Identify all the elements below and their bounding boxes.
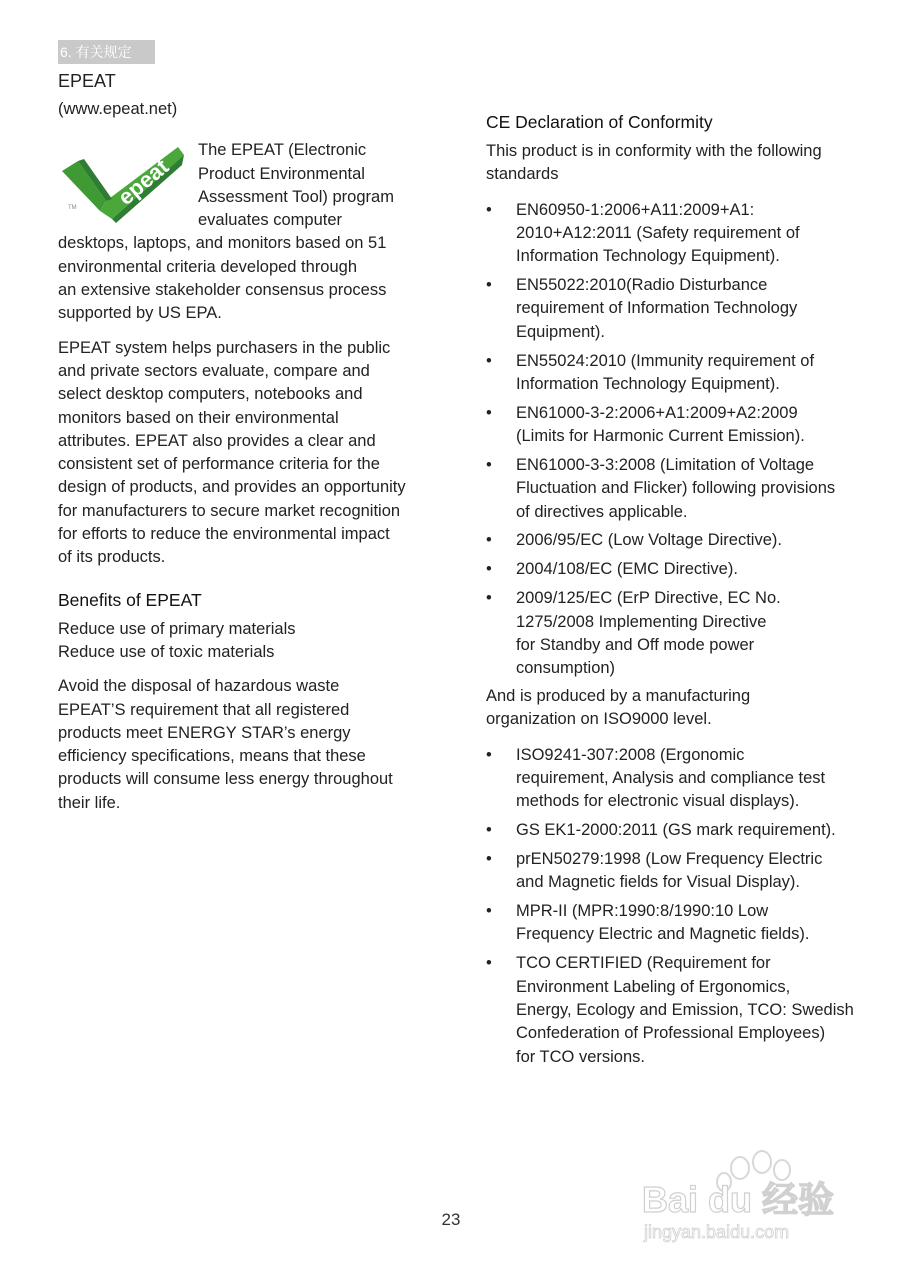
standard-line: methods for electronic visual displays). [516,792,800,811]
avoid-line: products meet ENERGY STAR’s energy [58,723,351,742]
system-line: design of products, and provides an opportunity [58,478,406,497]
standard-item [486,819,856,842]
standard-line: and Magnetic fields for Visual Display). [516,873,800,892]
avoid-paragraph [58,675,428,815]
epeat-url: (www.epeat.net) [58,100,178,118]
bullet-icon: • [486,821,492,840]
standard-item [486,274,856,344]
standard-line: Information Technology Equipment). [516,374,780,393]
benefit-line: Reduce use of primary materials [58,619,296,638]
avoid-line: their life. [58,793,121,812]
produced-line: organization on ISO9000 level. [486,710,712,729]
intro-line: Assessment Tool) program [198,187,394,206]
system-line: and private sectors evaluate, compare and [58,361,370,380]
bullet-icon: • [486,954,492,973]
bullet-icon: • [486,849,492,868]
standard-item [486,587,856,680]
bullet-icon: • [486,531,492,550]
standard-line: Frequency Electric and Magnetic fields). [516,925,810,944]
system-line: EPEAT system helps purchasers in the public [58,338,391,357]
benefits-heading: Benefits of EPEAT [58,589,202,610]
epeat-intro [58,139,428,325]
standard-line: ISO9241-307:2008 (Ergonomic [516,745,745,764]
avoid-line: EPEAT’S requirement that all registered [58,700,350,719]
standard-item [486,900,856,947]
produced-paragraph [486,685,856,732]
bullet-icon: • [486,902,492,921]
system-line: select desktop computers, notebooks and [58,385,363,404]
bullet-icon: • [486,403,492,422]
standard-line: Fluctuation and Flicker) following provisions [516,479,836,498]
standard-line: for Standby and Off mode power [516,635,755,654]
page-number: 23 [441,1210,461,1229]
epeat-logo-text: epeat [113,154,174,211]
standard-line: MPR-II (MPR:1990:8/1990:10 Low [516,902,769,921]
standard-line: of directives applicable. [516,502,688,521]
iso-standards-list [486,744,856,1069]
intro-line: The EPEAT (Electronic [198,141,367,160]
bullet-icon: • [486,745,492,764]
right-column [486,110,856,1074]
bullet-icon: • [486,560,492,579]
standard-line: 2006/95/EC (Low Voltage Directive). [516,531,782,550]
benefit-line: Reduce use of toxic materials [58,642,275,661]
benefits-list [58,618,428,665]
intro-line: desktops, laptops, and monitors based on 51 [58,234,387,253]
standard-item [486,402,856,449]
standard-line: requirement, Analysis and compliance test [516,768,826,787]
bullet-icon: • [486,200,492,219]
standard-line: GS EK1-2000:2011 (GS mark requirement). [516,821,836,840]
standard-line: (Limits for Harmonic Current Emission). [516,427,805,446]
baidu-watermark [640,1148,860,1248]
standard-line: requirement of Information Technology [516,299,798,318]
epeat-system-paragraph [58,337,428,570]
watermark-brand: Bai du 经验 [642,1179,835,1220]
standard-item [486,744,856,814]
standard-item [486,199,856,269]
standard-line: 2004/108/EC (EMC Directive). [516,560,738,579]
ce-intro [486,140,856,187]
standard-item [486,952,856,1068]
section-tab: 6. 有关规定 [58,40,155,64]
ce-intro-line: standards [486,165,559,184]
produced-line: And is produced by a manufacturing [486,686,751,705]
standard-line: Equipment). [516,322,605,341]
intro-line: environmental criteria developed through [58,257,358,276]
standard-line: prEN50279:1998 (Low Frequency Electric [516,849,823,868]
avoid-line: efficiency specifications, means that these [58,747,366,766]
system-line: of its products. [58,548,166,567]
standard-line: 1275/2008 Implementing Directive [516,612,767,631]
standard-item [486,350,856,397]
standard-line: TCO CERTIFIED (Requirement for [516,954,771,973]
standard-line: for TCO versions. [516,1047,645,1066]
standard-line: Confederation of Professional Employees) [516,1024,826,1043]
system-line: for manufacturers to secure market recognition [58,501,401,520]
standard-line: Energy, Ecology and Emission, TCO: Swedish [516,1000,854,1019]
bullet-icon: • [486,276,492,295]
avoid-line: products will consume less energy throughout [58,770,393,789]
intro-line: an extensive stakeholder consensus process [58,281,387,300]
system-line: consistent set of performance criteria for the [58,455,380,474]
standard-line: consumption) [516,659,616,678]
bullet-icon: • [486,351,492,370]
watermark-url: jingyan.baidu.com [644,1222,790,1242]
ce-heading: CE Declaration of Conformity [486,112,713,132]
standard-item [486,454,856,524]
bullet-icon: • [486,455,492,474]
intro-line: evaluates computer [198,211,342,230]
epeat-logo-tm: TM [68,205,77,212]
intro-line: Product Environmental [198,164,365,183]
standard-line: EN61000-3-3:2008 (Limitation of Voltage [516,455,815,474]
epeat-title: EPEAT [58,71,116,91]
standard-line: EN61000-3-2:2006+A1:2009+A2:2009 [516,403,798,422]
standard-line: EN55022:2010(Radio Disturbance [516,276,768,295]
epeat-logo [56,143,186,223]
system-line: for efforts to reduce the environmental impact [58,525,390,544]
avoid-line: Avoid the disposal of hazardous waste [58,677,340,696]
system-line: monitors based on their environmental [58,408,339,427]
standard-item [486,558,856,581]
standard-line: EN60950-1:2006+A11:2009+A1: [516,200,755,219]
standard-item [486,848,856,895]
bullet-icon: • [486,589,492,608]
left-column [58,68,428,815]
intro-line: supported by US EPA. [58,304,222,323]
standard-line: Information Technology Equipment). [516,247,780,266]
standard-item [486,529,856,552]
standard-line: 2010+A12:2011 (Safety requirement of [516,223,800,242]
standard-line: Environment Labeling of Ergonomics, [516,977,791,996]
standards-list [486,199,856,681]
ce-intro-line: This product is in conformity with the following [486,142,822,160]
standard-line: EN55024:2010 (Immunity requirement of [516,351,815,370]
system-line: attributes. EPEAT also provides a clear and [58,431,376,450]
standard-line: 2009/125/EC (ErP Directive, EC No. [516,589,781,608]
